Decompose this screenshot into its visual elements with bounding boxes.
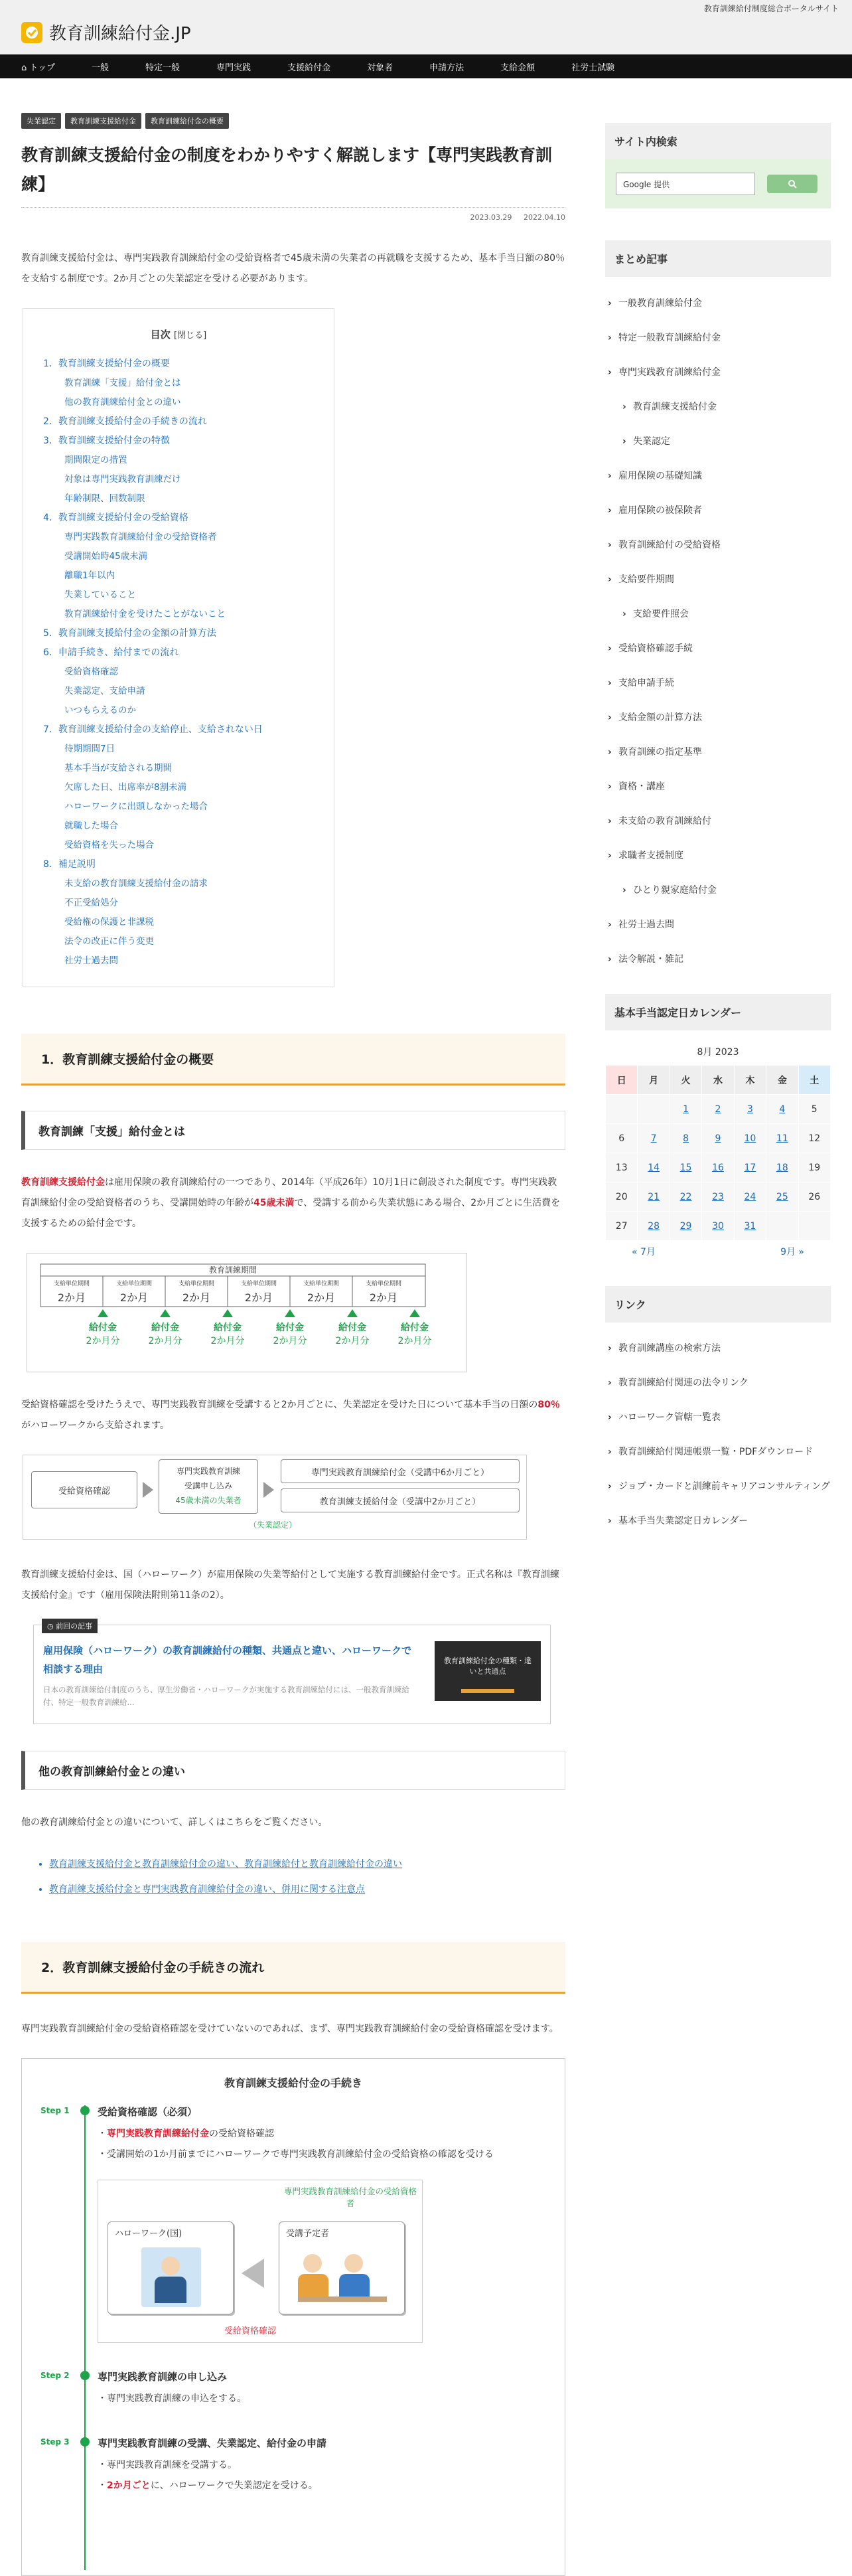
period-label: 支給単位期間 [365,1281,402,1287]
training-period-diagram [27,1253,467,1372]
hellowork-label: ハローワーク(国) [115,2229,182,2239]
toc-subitem[interactable]: 失業していること [64,590,136,600]
period-months: 2か月 [57,1291,86,1304]
toc-subitem[interactable]: 法令の改正に伴う変更 [64,936,154,947]
benefit-months: 2か月分 [335,1336,370,1346]
paragraph-4: 他の教育訓練給付金との違いについて、詳しくはこちらをご覧ください。 [21,1817,328,1828]
benefit-months: 2か月分 [148,1336,182,1346]
eligibility-figure [98,2180,423,2343]
summary-heading: まとめ記事 [605,240,831,277]
calendar-day[interactable]: 30 [702,1212,734,1241]
period-label: 支給単位期間 [303,1281,340,1287]
hellowork-box [107,2221,234,2314]
summary-link[interactable]: › 求職者支援制度 [605,839,831,873]
toc-subitem[interactable]: 就職した場合 [64,821,118,831]
calendar-day: 26 [798,1182,830,1212]
figure-bottom-label: 受給資格確認 [224,2326,277,2336]
calendar-weekday: 月 [638,1066,670,1095]
summary-link[interactable]: › 未支給の教育訓練給付 [605,804,831,839]
calendar-day[interactable]: 9 [702,1124,734,1153]
trainee-illustration [298,2250,387,2307]
toc-subitem[interactable]: 専門実践教育訓練給付金の受給資格者 [64,532,217,542]
flow-box-application: 専門実践教育訓練 受講申し込み 45歳未満の失業者 [159,1459,258,1514]
toc-item[interactable]: 4．教育訓練支援給付金の受給資格 [43,513,188,523]
sidebar-link[interactable]: › ハローワーク管轄一覧表 [605,1409,831,1426]
calendar-day: 12 [798,1124,830,1153]
calendar-next[interactable]: 9月 » [780,1247,804,1257]
breadcrumb-item[interactable]: 失業認定 [21,113,61,129]
sidebar-link[interactable]: › 教育訓練講座の検索方法 [605,1340,831,1357]
site-header [0,0,852,54]
benefit-label: 給付金 [338,1323,366,1333]
toc-subitem[interactable]: ハローワークに出頭しなかった場合 [64,801,208,812]
step-2 [40,2370,546,2409]
breadcrumb-item[interactable]: 教育訓練支援給付金 [65,113,141,129]
step-1 [40,2105,546,2343]
calendar-table [605,1065,831,1241]
benefit-arrow [160,1309,171,1317]
card-label: ◷ 前回の記事 [42,1619,98,1633]
sidebar-link[interactable]: › ジョブ・カードと訓練前キャリアコンサルティング [605,1478,831,1495]
site-logo[interactable] [21,20,191,44]
toc-subitem[interactable]: 待期期間7日 [64,744,115,754]
toc-subitem[interactable]: 年齢制限、回数制限 [64,493,145,504]
figure-arrow [242,2259,264,2288]
toc-subitem[interactable]: 受給資格を失った場合 [64,840,154,850]
toc-subitem[interactable]: 受給資格確認 [64,667,118,677]
flow-diagram [23,1455,527,1540]
calendar-day[interactable]: 21 [638,1182,670,1212]
page-title: 教育訓練支援給付金の制度をわかりやすく解説します【専門実践教育訓練】 [21,145,553,194]
search-icon [788,179,797,189]
period-months: 2か月 [244,1291,273,1304]
calendar-day: 27 [606,1212,638,1241]
toc-subitem[interactable]: 欠席した日、出席率が8割未満 [64,782,187,793]
nav-item[interactable]: 支援給付金 [287,62,331,73]
benefit-months: 2か月分 [273,1336,307,1346]
flow-box-benefit-6m: 専門実践教育訓練給付金（受講中6か月ごと） [281,1459,520,1483]
calendar-day: 19 [798,1153,830,1182]
calendar-day: 13 [606,1153,638,1182]
related-link[interactable]: • 教育訓練支援給付金と専門実践教育訓練給付金の違い、併用に関する注意点 [49,1877,565,1902]
calendar-day[interactable]: 1 [670,1095,701,1124]
toc-subitem[interactable]: 失業認定、支給申請 [64,686,145,696]
paragraph-1: 教育訓練支援給付金は雇用保険の教育訓練給付の一つであり、2014年（平成26年）10月1日に創設された制度です。専門実践教育訓練給付金の受給資格者のうち、受講開始時の年齢が45歳未満で、受講する前から失業状態にある場合、2か月ごとに生活費を支援するための給付金です。 [21,1177,561,1229]
toc-subitem[interactable]: 教育訓練給付金を受けたことがないこと [64,609,226,619]
benefit-months: 2か月分 [397,1336,432,1346]
calendar-day[interactable]: 17 [734,1153,766,1182]
breadcrumb [21,113,565,129]
staff-illustration [141,2247,201,2307]
summary-link[interactable]: › 専門実践教育訓練給付金 [605,355,831,390]
step-2-label: Step 2 [40,2371,70,2380]
flow-arrow-1 [143,1482,153,1498]
flow-box-eligibility: 受給資格確認 [31,1471,137,1508]
toc-subitem[interactable]: 対象は専門実践教育訓練だけ [64,474,181,485]
calendar-day[interactable]: 31 [734,1212,766,1241]
step-1-line-2: ・受講開始の1か月前までにハローワークで専門実践教育訓練給付金の受給資格の確認を受ける [98,2149,494,2160]
toc-item[interactable]: 1．教育訓練支援給付金の概要 [43,359,170,369]
flow-box-benefit-2m: 教育訓練支援給付金（受講中2か月ごと） [281,1489,520,1512]
calendar-day[interactable]: 15 [670,1153,701,1182]
toc-subitem[interactable]: 他の教育訓練給付金との違い [64,397,181,408]
calendar-weekday: 火 [670,1066,701,1095]
step-3-line-2: ・2か月ごとに、ハローワークで失業認定を受ける。 [98,2480,318,2491]
calendar-day [766,1212,798,1241]
sidebar-link[interactable]: › 教育訓練給付関連の法令リンク [605,1374,831,1392]
related-links [49,1852,565,1902]
summary-link[interactable]: › 社労士過去問 [605,908,831,942]
toc-toggle[interactable]: [閉じる] [174,331,207,341]
period-months: 2か月 [119,1291,149,1304]
benefit-label: 給付金 [276,1323,304,1333]
step-3 [40,2436,546,2496]
home-icon: ⌂ [21,62,30,73]
step-2-heading: 専門実践教育訓練の申し込み [98,2371,228,2383]
step-3-line-1: ・専門実践教育訓練を受講する。 [98,2460,237,2470]
summary-link[interactable]: › 教育訓練給付の受給資格 [605,528,831,562]
period-months: 2か月 [369,1291,398,1304]
calendar-heading: 基本手当認定日カレンダー [605,994,831,1030]
updated-date: 2022.04.10 [524,213,565,222]
toc-subitem[interactable]: 不正受給処分 [64,898,118,908]
step-3-heading: 専門実践教育訓練の受講、失業認定、給付金の申請 [98,2437,327,2449]
calendar-day[interactable]: 16 [702,1153,734,1182]
summary-link[interactable]: › 支給申請手続 [605,666,831,700]
calendar-day [638,1095,670,1124]
summary-link[interactable]: › 法令解説・雑記 [605,942,831,977]
toc-subitem[interactable]: 期間限定の措置 [64,455,127,465]
calendar-day [606,1095,638,1124]
calendar-day: 5 [798,1095,830,1124]
step-3-label: Step 3 [40,2437,70,2447]
training-period-label: 教育訓練期間 [208,1265,257,1275]
logo-text: 教育訓練給付金.JP [49,24,191,44]
benefit-label: 給付金 [151,1323,179,1333]
toc-item[interactable]: 8．補足説明 [43,859,96,870]
benefit-months: 2か月分 [86,1336,120,1346]
calendar-day[interactable]: 22 [670,1182,701,1212]
card-thumbnail: 教育訓練給付金の種類・違いと共通点 [435,1641,541,1701]
search-widget [605,159,831,208]
trainee-label: 受講予定者 [286,2229,330,2239]
links-list [605,1340,831,1530]
search-heading: サイト内検索 [605,123,831,159]
summary-link[interactable]: › 失業認定 [605,424,831,459]
benefit-arrow [409,1309,420,1317]
calendar-day[interactable]: 4 [766,1095,798,1124]
calendar-nav [605,1241,831,1258]
toc-subitem[interactable]: 受講開始時45歳未満 [64,551,148,562]
toc-item[interactable]: 2．教育訓練支援給付金の手続きの流れ [43,416,207,427]
calendar-weekday: 水 [702,1066,734,1095]
summary-link[interactable]: › 雇用保険の被保険者 [605,493,831,528]
clock-icon: ◷ [47,1622,56,1631]
card-excerpt: 日本の教育訓練給付制度のうち、厚生労働省・ハローワークが実施する教育訓練給付には、一般教育訓練給付、特定一般教育訓練給... [43,1685,409,1707]
nav-item[interactable]: 申請方法 [429,62,464,73]
toc-subitem[interactable]: 離職1年以内 [64,570,115,581]
nav-item[interactable]: 一般 [92,62,109,73]
calendar-weekday: 木 [734,1066,766,1095]
calendar-day[interactable]: 18 [766,1153,798,1182]
main-content [21,113,565,2576]
nav-item[interactable]: ⌂ トップ [21,62,56,73]
benefit-label: 給付金 [401,1323,429,1333]
toc-item[interactable]: 6．申請手続き、給付までの流れ [43,647,179,658]
summary-link[interactable]: › 支給要件期間 [605,562,831,597]
calendar-day[interactable]: 14 [638,1153,670,1182]
toc-list [43,355,314,971]
calendar-weekday: 金 [766,1066,798,1095]
calendar-prev[interactable]: « 7月 [632,1247,656,1257]
calendar-weekday: 日 [606,1066,638,1095]
logo-icon [21,22,42,43]
calendar-day[interactable]: 29 [670,1212,701,1241]
summary-link[interactable]: › 教育訓練支援給付金 [605,390,831,424]
sidebar-link[interactable]: › 教育訓練給付関連帳票一覧・PDFダウンロード [605,1443,831,1461]
step-1-heading: 受給資格確認（必須） [98,2106,198,2118]
benefit-label: 給付金 [214,1323,242,1333]
benefit-months: 2か月分 [210,1336,245,1346]
sidebar-link[interactable]: › 基本手当失業認定日カレンダー [605,1512,831,1530]
summary-link[interactable]: › 受給資格確認手続 [605,631,831,666]
benefit-label: 給付金 [89,1323,117,1333]
period-label: 支給単位期間 [178,1281,215,1287]
breadcrumb-item[interactable]: 教育訓練給付金の概要 [145,113,229,129]
summary-link[interactable]: › 一般教育訓練給付金 [605,286,831,321]
period-months: 2か月 [182,1291,211,1304]
period-label: 支給単位期間 [115,1281,153,1287]
subsection-heading-1: 教育訓練「支援」給付金とは [21,1111,565,1150]
calendar-day[interactable]: 8 [670,1124,701,1153]
calendar-day[interactable]: 24 [734,1182,766,1212]
toc-item[interactable]: 5．教育訓練支援給付金の金額の計算方法 [43,628,216,639]
sidebar [605,123,831,1547]
calendar-day[interactable]: 11 [766,1124,798,1153]
calendar-day[interactable]: 23 [702,1182,734,1212]
published-date: 2023.03.29 [470,213,512,222]
card-title[interactable]: 雇用保険（ハローワーク）の教育訓練給付の種類、共通点と違い、ハローワークで相談する理由 [43,1645,412,1675]
calendar-weekday: 土 [798,1066,830,1095]
trainee-box [279,2221,405,2314]
summary-link[interactable]: › 支給金額の計算方法 [605,700,831,735]
intro-paragraph: 教育訓練支援給付金は、専門実践教育訓練給付金の受給資格者で45歳未満の失業者の再就職を支援するため、基本手当日額の80％を支給する制度です。2か月ごとの失業認定を受ける必要があります。 [21,253,565,284]
calendar-day[interactable]: 28 [638,1212,670,1241]
calendar-day[interactable]: 10 [734,1124,766,1153]
figure-top-label: 専門実践教育訓練給付金の受給資格者 [284,2186,417,2208]
nav-item[interactable]: 特定一般 [145,62,180,73]
section-heading-2: 2．教育訓練支援給付金の手続きの流れ [21,1942,565,1994]
search-input[interactable]: Google 提供 [616,173,755,195]
step-1-label: Step 1 [40,2106,70,2115]
summary-link[interactable]: › ひとり親家庭給付金 [605,873,831,908]
period-label: 支給単位期間 [240,1281,277,1287]
step-1-dot [80,2106,90,2115]
summary-link[interactable]: › 雇用保険の基礎知識 [605,459,831,493]
toc-subitem[interactable]: 基本手当が支給される期間 [64,763,172,773]
summary-link[interactable]: › 支給要件照会 [605,597,831,631]
flow-arrow-2 [263,1482,274,1498]
nav-item[interactable]: 専門実践 [216,62,251,73]
toc-subitem[interactable]: 教育訓練「支援」給付金とは [64,378,181,388]
search-button[interactable] [767,175,817,193]
period-label: 支給単位期間 [53,1281,90,1287]
procedure-title: 教育訓練支援給付金の手続き [224,2077,362,2089]
toc-subitem[interactable]: 未支給の教育訓練支援給付金の請求 [64,878,208,889]
benefit-arrow [285,1309,295,1317]
training-period-svg [27,1253,468,1373]
toc-item[interactable]: 7．教育訓練支援給付金の支給停止、支給されない日 [43,724,263,735]
calendar-day[interactable]: 2 [702,1095,734,1124]
benefit-arrow [222,1309,233,1317]
calendar-day [798,1212,830,1241]
calendar-day: 20 [606,1182,638,1212]
calendar-day[interactable]: 25 [766,1182,798,1212]
flow-note: （失業認定） [249,1520,297,1530]
step-1-line-1: ・専門実践教育訓練給付金の受給資格確認 [98,2129,274,2139]
nav-item[interactable]: 支給金額 [500,62,535,73]
nav-item[interactable]: 社労士試験 [571,62,615,73]
toc-subitem[interactable]: 社労士過去問 [64,955,118,966]
summary-link[interactable]: › 教育訓練の指定基準 [605,735,831,769]
calendar-caption: 8月 2023 [697,1047,739,1058]
subsection-heading-2: 他の教育訓練給付金との違い [21,1751,565,1790]
toc-title: 目次 [閉じる] [150,329,207,341]
related-article-card[interactable] [33,1622,551,1724]
benefit-arrow [347,1309,358,1317]
summary-list [605,286,831,977]
step-2-dot [80,2371,90,2380]
period-months: 2か月 [307,1291,336,1304]
calendar-day: 6 [606,1124,638,1153]
links-heading: リンク [605,1286,831,1323]
global-nav [0,54,852,78]
paragraph-5: 専門実践教育訓練給付金の受給資格確認を受けていないのであれば、まず、専門実践教育訓練給付金の受給資格確認を受けます。 [21,2024,559,2034]
section-heading-1: 1．教育訓練支援給付金の概要 [21,1034,565,1086]
procedure-box [21,2058,565,2576]
related-link[interactable]: • 教育訓練支援給付金と教育訓練給付金の違い、教育訓練給付と教育訓練給付金の違い [49,1852,565,1877]
toc-subitem[interactable]: いつもらえるのか [64,705,136,716]
summary-link[interactable]: › 特定一般教育訓練給付金 [605,321,831,355]
paragraph-2: 受給資格確認を受けたうえで、専門実践教育訓練を受講すると2か月ごとに、失業認定を受けた日について基本手当の日額の80％がハローワークから支給されます。 [21,1400,560,1431]
calendar-day[interactable]: 7 [638,1124,670,1153]
step-2-line-1: ・専門実践教育訓練の申込をする。 [98,2393,246,2404]
summary-link[interactable]: › 資格・講座 [605,769,831,804]
toc-subitem[interactable]: 受給権の保護と非課税 [64,917,154,927]
site-tagline: 教育訓練給付制度総合ポータルサイト [703,4,839,13]
paragraph-3: 教育訓練支援給付金は、国（ハローワーク）が雇用保険の失業等給付として実施する教育訓練給付金です。正式名称は『教育訓練支援給付金』です（雇用保険法附則第11条の2）。 [21,1570,559,1601]
nav-item[interactable]: 対象者 [367,62,393,73]
post-dates [21,207,565,222]
calendar-day[interactable]: 3 [734,1095,766,1124]
benefit-arrow [98,1309,108,1317]
toc-item[interactable]: 3．教育訓練支援給付金の特徴 [43,436,170,446]
step-3-dot [80,2437,90,2447]
table-of-contents [23,308,334,987]
